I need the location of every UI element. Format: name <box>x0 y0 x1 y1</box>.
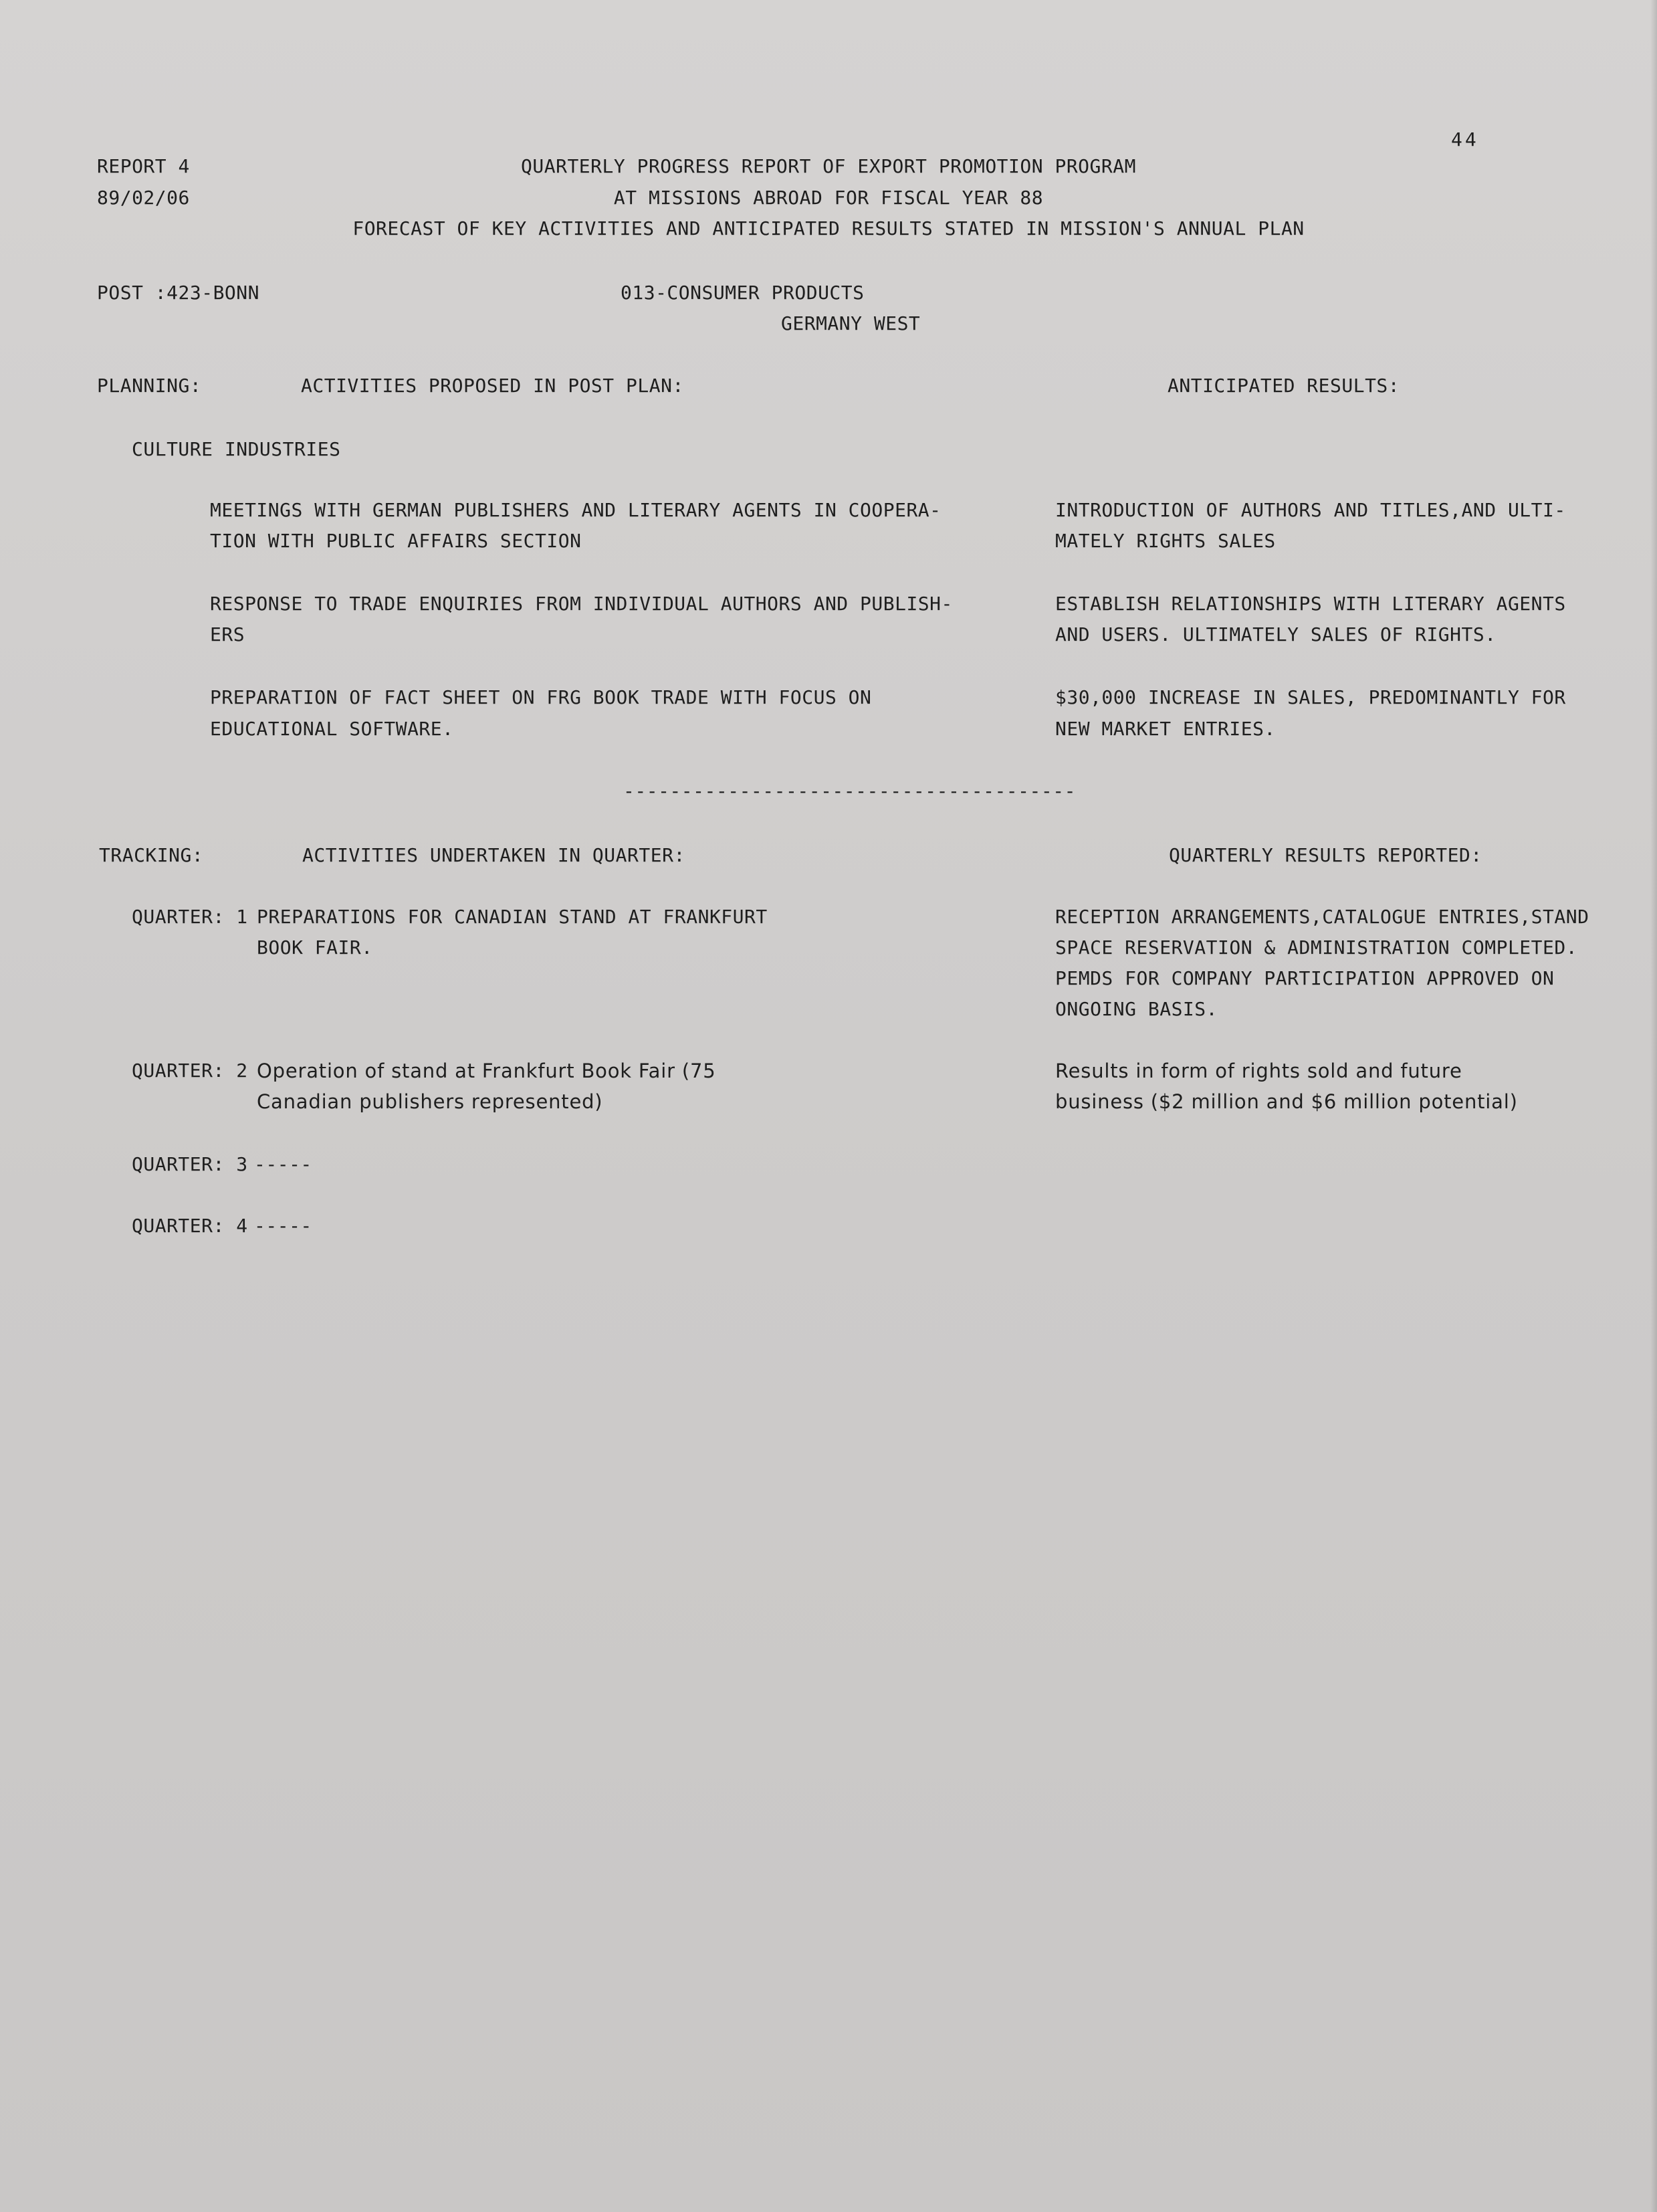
anticipated-result-line: INTRODUCTION OF AUTHORS AND TITLES,AND ULTI- <box>1055 499 1566 521</box>
quarter-label: QUARTER: 4 <box>132 1215 248 1237</box>
report-title-line-3: FORECAST OF KEY ACTIVITIES AND ANTICIPATED RESULTS STATED IN MISSION'S ANNUAL PLAN <box>352 217 1305 239</box>
quarter-result-line: business ($2 million and $6 million potential) <box>1055 1090 1518 1113</box>
tracking-label: TRACKING: <box>99 844 204 866</box>
planned-activity-line: ERS <box>210 623 245 645</box>
page-edge-shadow <box>1650 0 1657 2212</box>
planned-activity-line: EDUCATIONAL SOFTWARE. <box>210 718 454 740</box>
quarter-result-line: ONGOING BASIS. <box>1055 998 1218 1020</box>
post-identifier: POST :423-BONN <box>97 282 260 304</box>
anticipated-result-line: NEW MARKET ENTRIES. <box>1055 718 1276 740</box>
category-heading: CULTURE INDUSTRIES <box>132 438 341 460</box>
quarter-activity-line: Canadian publishers represented) <box>257 1090 603 1113</box>
anticipated-result-line: $30,000 INCREASE IN SALES, PREDOMINANTLY FOR <box>1055 686 1566 708</box>
quarter-label: QUARTER: 3 <box>132 1153 248 1175</box>
planning-activities-heading: ACTIVITIES PROPOSED IN POST PLAN: <box>301 375 684 397</box>
quarter-result-line: SPACE RESERVATION & ADMINISTRATION COMPLETED. <box>1055 936 1578 959</box>
planning-results-heading: ANTICIPATED RESULTS: <box>1168 375 1400 397</box>
quarter-label: QUARTER: 2 <box>132 1060 248 1082</box>
quarter-activity-line: PREPARATIONS FOR CANADIAN STAND AT FRANKFURT <box>257 906 768 928</box>
quarter-result-line: RECEPTION ARRANGEMENTS,CATALOGUE ENTRIES,STAND <box>1055 906 1589 928</box>
section-separator: --------------------------------------- <box>623 780 1076 802</box>
tracking-activities-heading: ACTIVITIES UNDERTAKEN IN QUARTER: <box>302 844 685 866</box>
report-title-line-2: AT MISSIONS ABROAD FOR FISCAL YEAR 88 <box>613 187 1044 209</box>
report-title-line-1: QUARTERLY PROGRESS REPORT OF EXPORT PROMOTION PROGRAM <box>521 155 1136 177</box>
quarter-result-line: Results in form of rights sold and future <box>1055 1060 1462 1082</box>
sector-label: 013-CONSUMER PRODUCTS <box>621 282 865 304</box>
planning-label: PLANNING: <box>97 375 202 397</box>
planned-activity-line: TION WITH PUBLIC AFFAIRS SECTION <box>210 530 582 552</box>
tracking-results-heading: QUARTERLY RESULTS REPORTED: <box>1169 844 1482 866</box>
country-label: GERMANY WEST <box>781 312 921 334</box>
quarter-activity-line: ----- <box>254 1215 312 1237</box>
quarter-activity-line: BOOK FAIR. <box>257 936 373 959</box>
quarter-result-line: PEMDS FOR COMPANY PARTICIPATION APPROVED ON <box>1055 967 1555 989</box>
planned-activity-line: MEETINGS WITH GERMAN PUBLISHERS AND LITERARY AGENTS IN COOPERA- <box>210 499 942 521</box>
quarter-activity-line: ----- <box>254 1153 312 1175</box>
quarter-label: QUARTER: 1 <box>132 906 248 928</box>
report-date: 89/02/06 <box>97 187 190 209</box>
anticipated-result-line: MATELY RIGHTS SALES <box>1055 530 1276 552</box>
planned-activity-line: PREPARATION OF FACT SHEET ON FRG BOOK TRADE WITH FOCUS ON <box>210 686 872 708</box>
anticipated-result-line: ESTABLISH RELATIONSHIPS WITH LITERARY AGENTS <box>1055 593 1566 615</box>
anticipated-result-line: AND USERS. ULTIMATELY SALES OF RIGHTS. <box>1055 623 1497 645</box>
report-id: REPORT 4 <box>97 155 190 177</box>
page-number: 44 <box>1451 128 1479 150</box>
quarter-activity-line: Operation of stand at Frankfurt Book Fair (75 <box>257 1060 716 1082</box>
planned-activity-line: RESPONSE TO TRADE ENQUIRIES FROM INDIVIDUAL AUTHORS AND PUBLISH- <box>210 593 953 615</box>
